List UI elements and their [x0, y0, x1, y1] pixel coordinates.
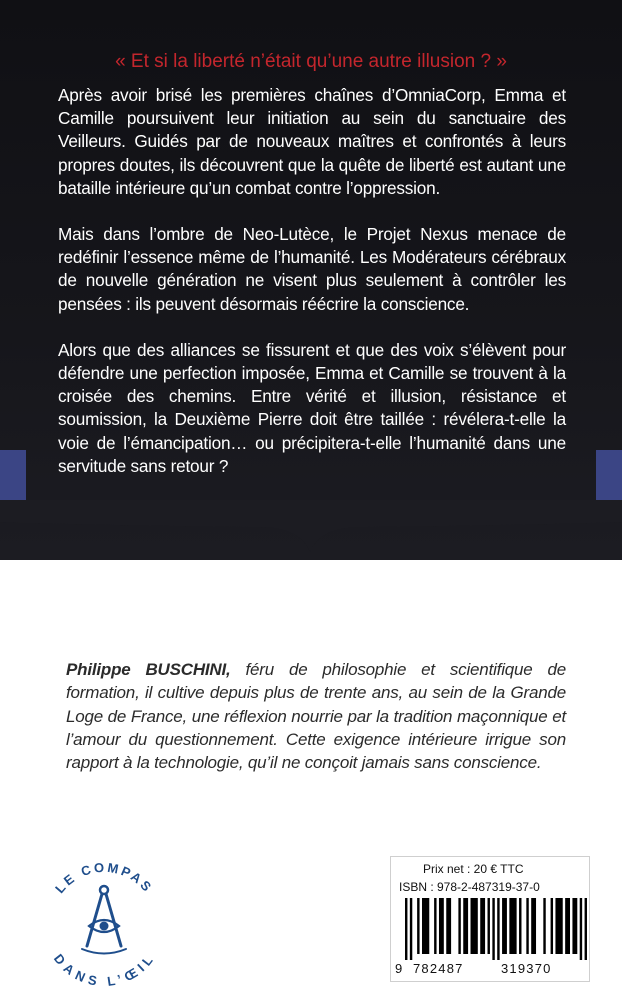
- blurb-paragraph-1: Après avoir brisé les premières chaînes d’OmniaCorp, Emma et Camille poursuivent leur initiation au sein du sanctuaire des Veilleurs. Guidés par de nouveaux maîtres et confrontés à leurs propres doutes, ils découvrent que la quête de liberté est autant une bataille intérieure qu’un combat contre l’oppression.: [58, 85, 566, 198]
- logo-text-top: LE COMPAS: [52, 859, 156, 897]
- author-name: Philippe BUSCHINI,: [66, 660, 231, 679]
- price-label: Prix net : 20 € TTC: [423, 862, 524, 876]
- barcode-digit-first: 9: [395, 961, 404, 976]
- blurb: [58, 84, 566, 501]
- author-bio: [66, 658, 566, 774]
- compass-eye-icon: [34, 852, 174, 992]
- barcode-digits-group2: 319370: [501, 961, 552, 976]
- blurb-paragraph-2: Mais dans l’ombre de Neo-Lutèce, le Projet Nexus menace de redéfinir l’essence même de l’humanité. Les Modérateurs cérébraux de nouvelle génération ne visent plus seulement à contrôler les pensées : ils peuvent désormais réécrire la conscience.: [58, 224, 566, 314]
- panel-wave-edge: [0, 500, 622, 570]
- barcode-digits-group1: 782487: [413, 961, 464, 976]
- author-bio-text: féru de philosophie et scientifique de formation, il cultive depuis plus de trente ans, au sein de la Grande Loge de France, une réflexion nourrie par la tradition maçonnique et l’amour du questionnement. Cette exigence intérieure irrigue son rapport à la technologie, qu’il ne conçoit jamais sans conscience.: [66, 660, 566, 773]
- isbn-label: ISBN : 978-2-487319-37-0: [399, 880, 540, 894]
- publisher-logo: [34, 852, 174, 992]
- tagline: « Et si la liberté n’était qu’une autre illusion ? »: [115, 51, 507, 72]
- barcode-box: [390, 856, 590, 982]
- svg-text:DANS L’ŒIL: [51, 951, 157, 989]
- barcode-icon: [405, 898, 587, 960]
- blurb-paragraph-3: Alors que des alliances se fissurent et que des voix s’élèvent pour défendre une perfection imposée, Emma et Camille se trouvent à la croisée des chemins. Entre vérité et illusion, résistance et soumission, la Deuxième Pierre doit être taillée : révélera-t-elle la voie de l’émancipation… ou précipitera-t-elle l’humanité dans une servitude sans retour ?: [58, 339, 566, 476]
- logo-text-bottom: DANS L’ŒIL: [50, 951, 158, 990]
- svg-text:LE COMPAS: [52, 860, 156, 896]
